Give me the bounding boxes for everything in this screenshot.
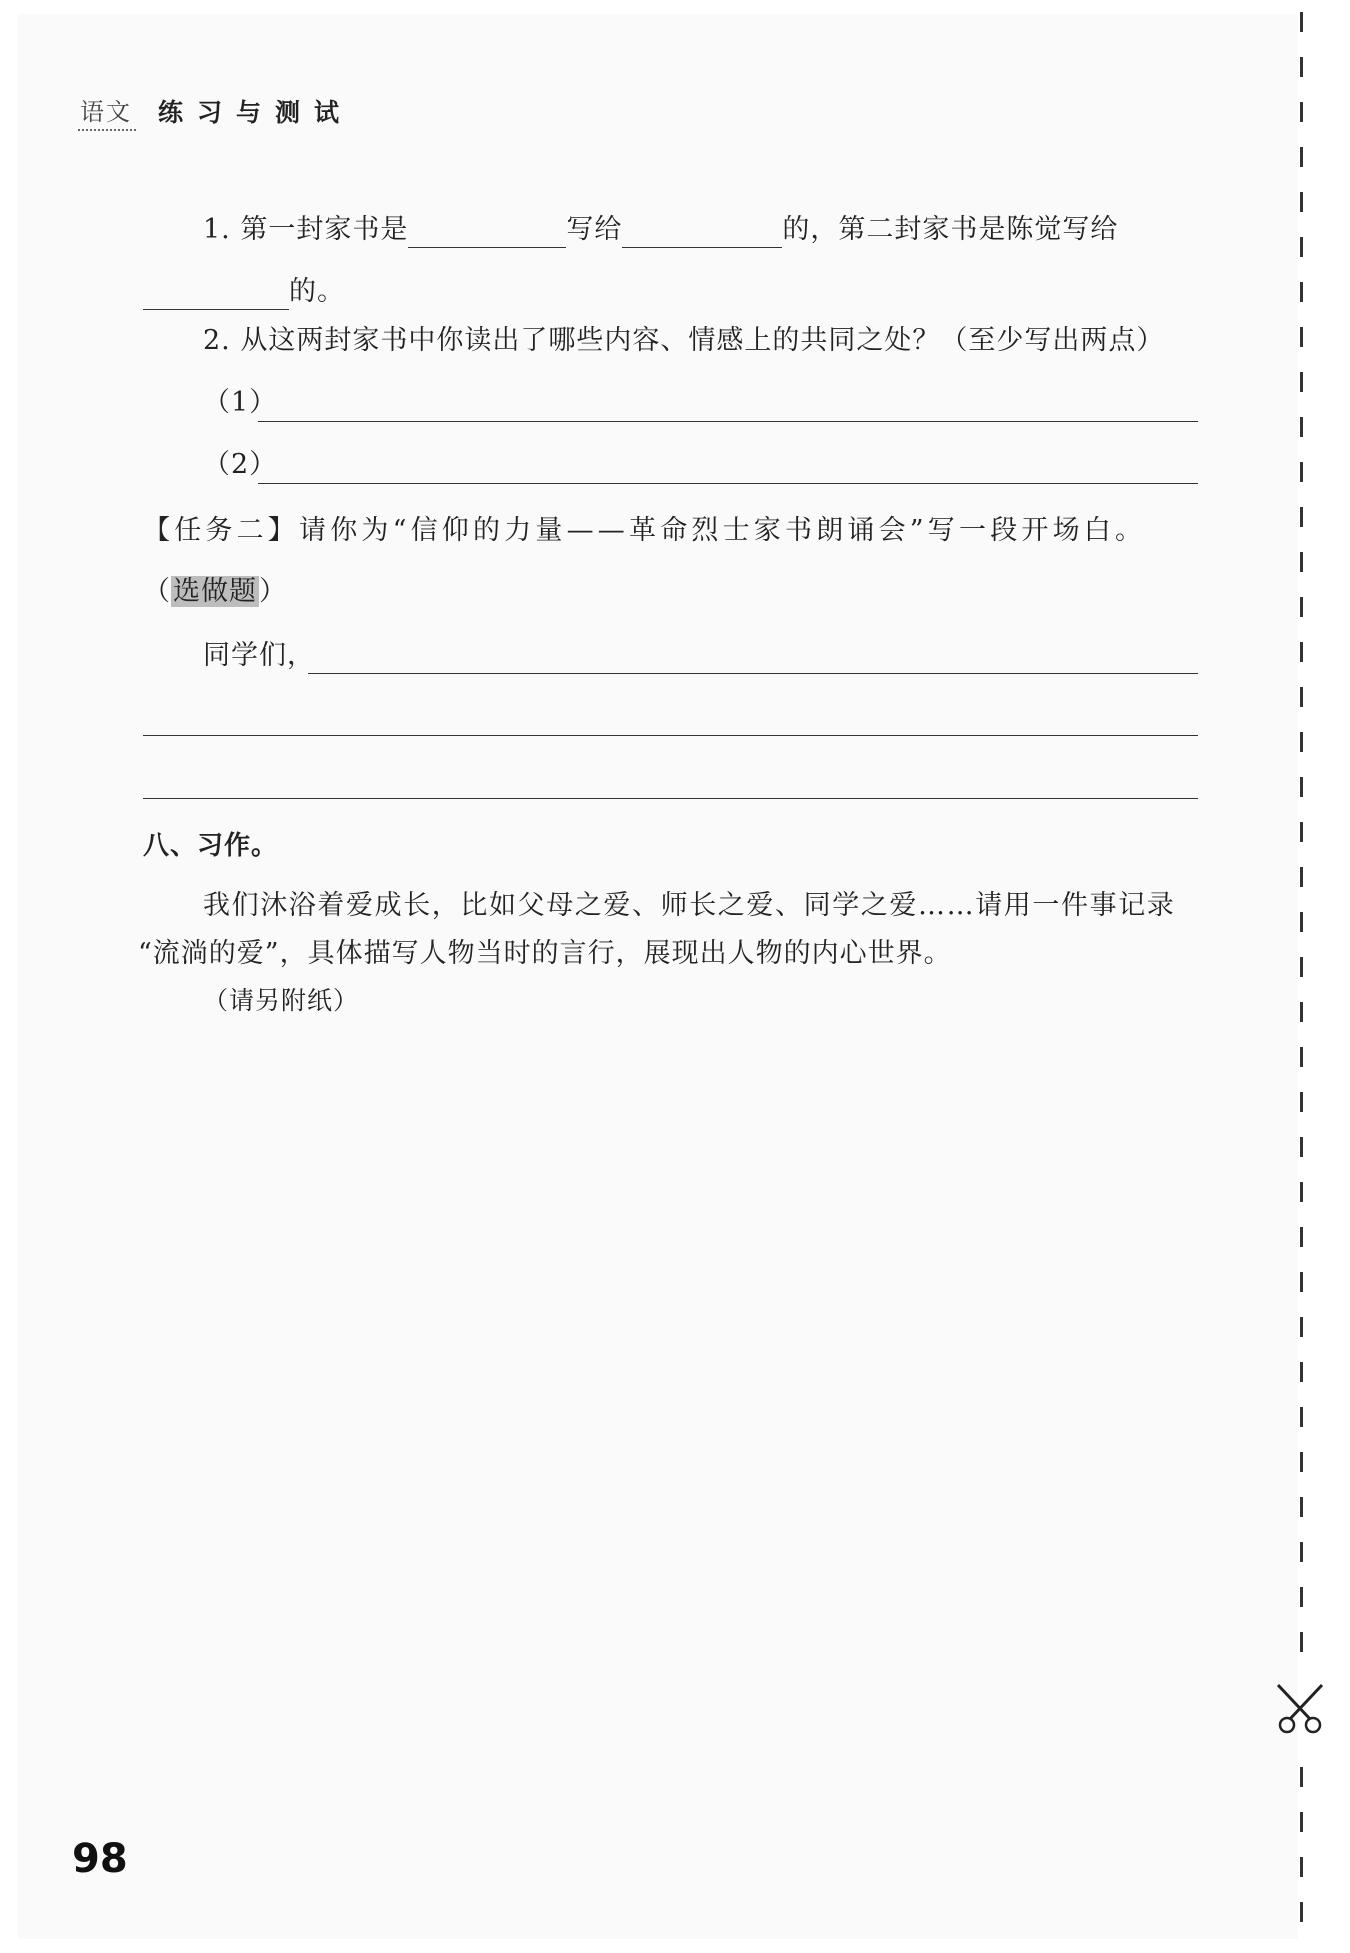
subject-label: 语文: [78, 92, 136, 131]
cut-line-dash: [1300, 327, 1303, 347]
q1-blank-writer[interactable]: [408, 217, 566, 248]
cut-line: [1300, 0, 1304, 1953]
page-header: [78, 92, 353, 131]
scissors-icon: [1270, 1683, 1330, 1735]
q1-part2: 写给: [566, 214, 623, 245]
question-2: 2. 从这两封家书中你读出了哪些内容、情感上的共同之处？（至少写出两点）: [203, 325, 1165, 356]
task-2-greeting: 同学们，: [203, 640, 315, 671]
cut-line-dash: [1300, 12, 1303, 32]
cut-line-dash: [1300, 1857, 1303, 1877]
cut-line-dash: [1300, 552, 1303, 572]
cut-line-dash: [1300, 777, 1303, 797]
cut-line-dash: [1300, 1272, 1303, 1292]
section-8-prompt-line2: “流淌的爱”，具体描写人物当时的言行，展现出人物的内心世界。: [138, 938, 952, 969]
task-2-answer-line-3[interactable]: [143, 798, 1198, 799]
q1-blank-second-recipient[interactable]: [143, 279, 289, 310]
q2-item1-label: （1）: [203, 387, 278, 418]
cut-line-dash: [1300, 822, 1303, 842]
cut-line-dash: [1300, 417, 1303, 437]
book-title: 练习与测试: [158, 98, 354, 127]
cut-line-dash: [1300, 687, 1303, 707]
section-8-heading: 八、习作。: [143, 831, 279, 861]
cut-line-dash: [1300, 57, 1303, 77]
q1-blank-recipient[interactable]: [622, 217, 782, 248]
q1-part3: 的，第二封家书是陈觉写给: [782, 214, 1119, 245]
cut-line-dash: [1300, 237, 1303, 257]
question-1-line2: [143, 274, 345, 310]
cut-line-dash: [1300, 1317, 1303, 1337]
cut-line-dash: [1300, 1812, 1303, 1832]
task-2-answer-line-2[interactable]: [143, 735, 1198, 736]
q2-item2-label: （2）: [203, 449, 278, 480]
optional-tag: 选做题: [173, 576, 257, 607]
page-number: 98: [72, 1836, 128, 1882]
task-2-prompt: 【任务二】请你为“信仰的力量——革命烈士家书朗诵会”写一段开场白。: [143, 515, 1147, 546]
cut-line-dash: [1300, 957, 1303, 977]
section-8-note: （请另附纸）: [203, 986, 360, 1015]
question-1-line1: [203, 212, 1118, 248]
cut-line-dash: [1300, 1092, 1303, 1112]
paren-close: ）: [259, 576, 287, 607]
cut-line-dash: [1300, 1902, 1303, 1922]
cut-line-dash: [1300, 192, 1303, 212]
section-8-prompt-line1: 我们沐浴着爱成长，比如父母之爱、师长之爱、同学之爱……请用一件事记录: [203, 890, 1176, 921]
cut-line-dash: [1300, 1632, 1303, 1652]
task-2-answer-line-1[interactable]: [308, 673, 1198, 674]
q2-answer-line-2[interactable]: [258, 483, 1198, 484]
cut-line-dash: [1300, 1137, 1303, 1157]
cut-line-dash: [1300, 372, 1303, 392]
q1-part1: 1. 第一封家书是: [203, 214, 409, 245]
cut-line-dash: [1300, 102, 1303, 122]
cut-line-dash: [1300, 1587, 1303, 1607]
q2-answer-line-1[interactable]: [258, 421, 1198, 422]
cut-line-dash: [1300, 597, 1303, 617]
cut-line-dash: [1300, 1182, 1303, 1202]
paren-open: （: [143, 576, 171, 607]
q1-part4: 的。: [289, 276, 345, 307]
cut-line-dash: [1300, 867, 1303, 887]
cut-line-dash: [1300, 1227, 1303, 1247]
cut-line-dash: [1300, 462, 1303, 482]
cut-line-dash: [1300, 1002, 1303, 1022]
task-2-optional-note: [143, 574, 287, 610]
cut-line-dash: [1300, 282, 1303, 302]
cut-line-dash: [1300, 147, 1303, 167]
cut-line-dash: [1300, 912, 1303, 932]
cut-line-dash: [1300, 1362, 1303, 1382]
cut-line-dash: [1300, 732, 1303, 752]
cut-line-dash: [1300, 642, 1303, 662]
cut-line-dash: [1300, 1497, 1303, 1517]
cut-line-dash: [1300, 1407, 1303, 1427]
cut-line-dash: [1300, 1047, 1303, 1067]
cut-line-dash: [1300, 1452, 1303, 1472]
cut-line-dash: [1300, 1767, 1303, 1787]
cut-line-dash: [1300, 1542, 1303, 1562]
cut-line-dash: [1300, 507, 1303, 527]
